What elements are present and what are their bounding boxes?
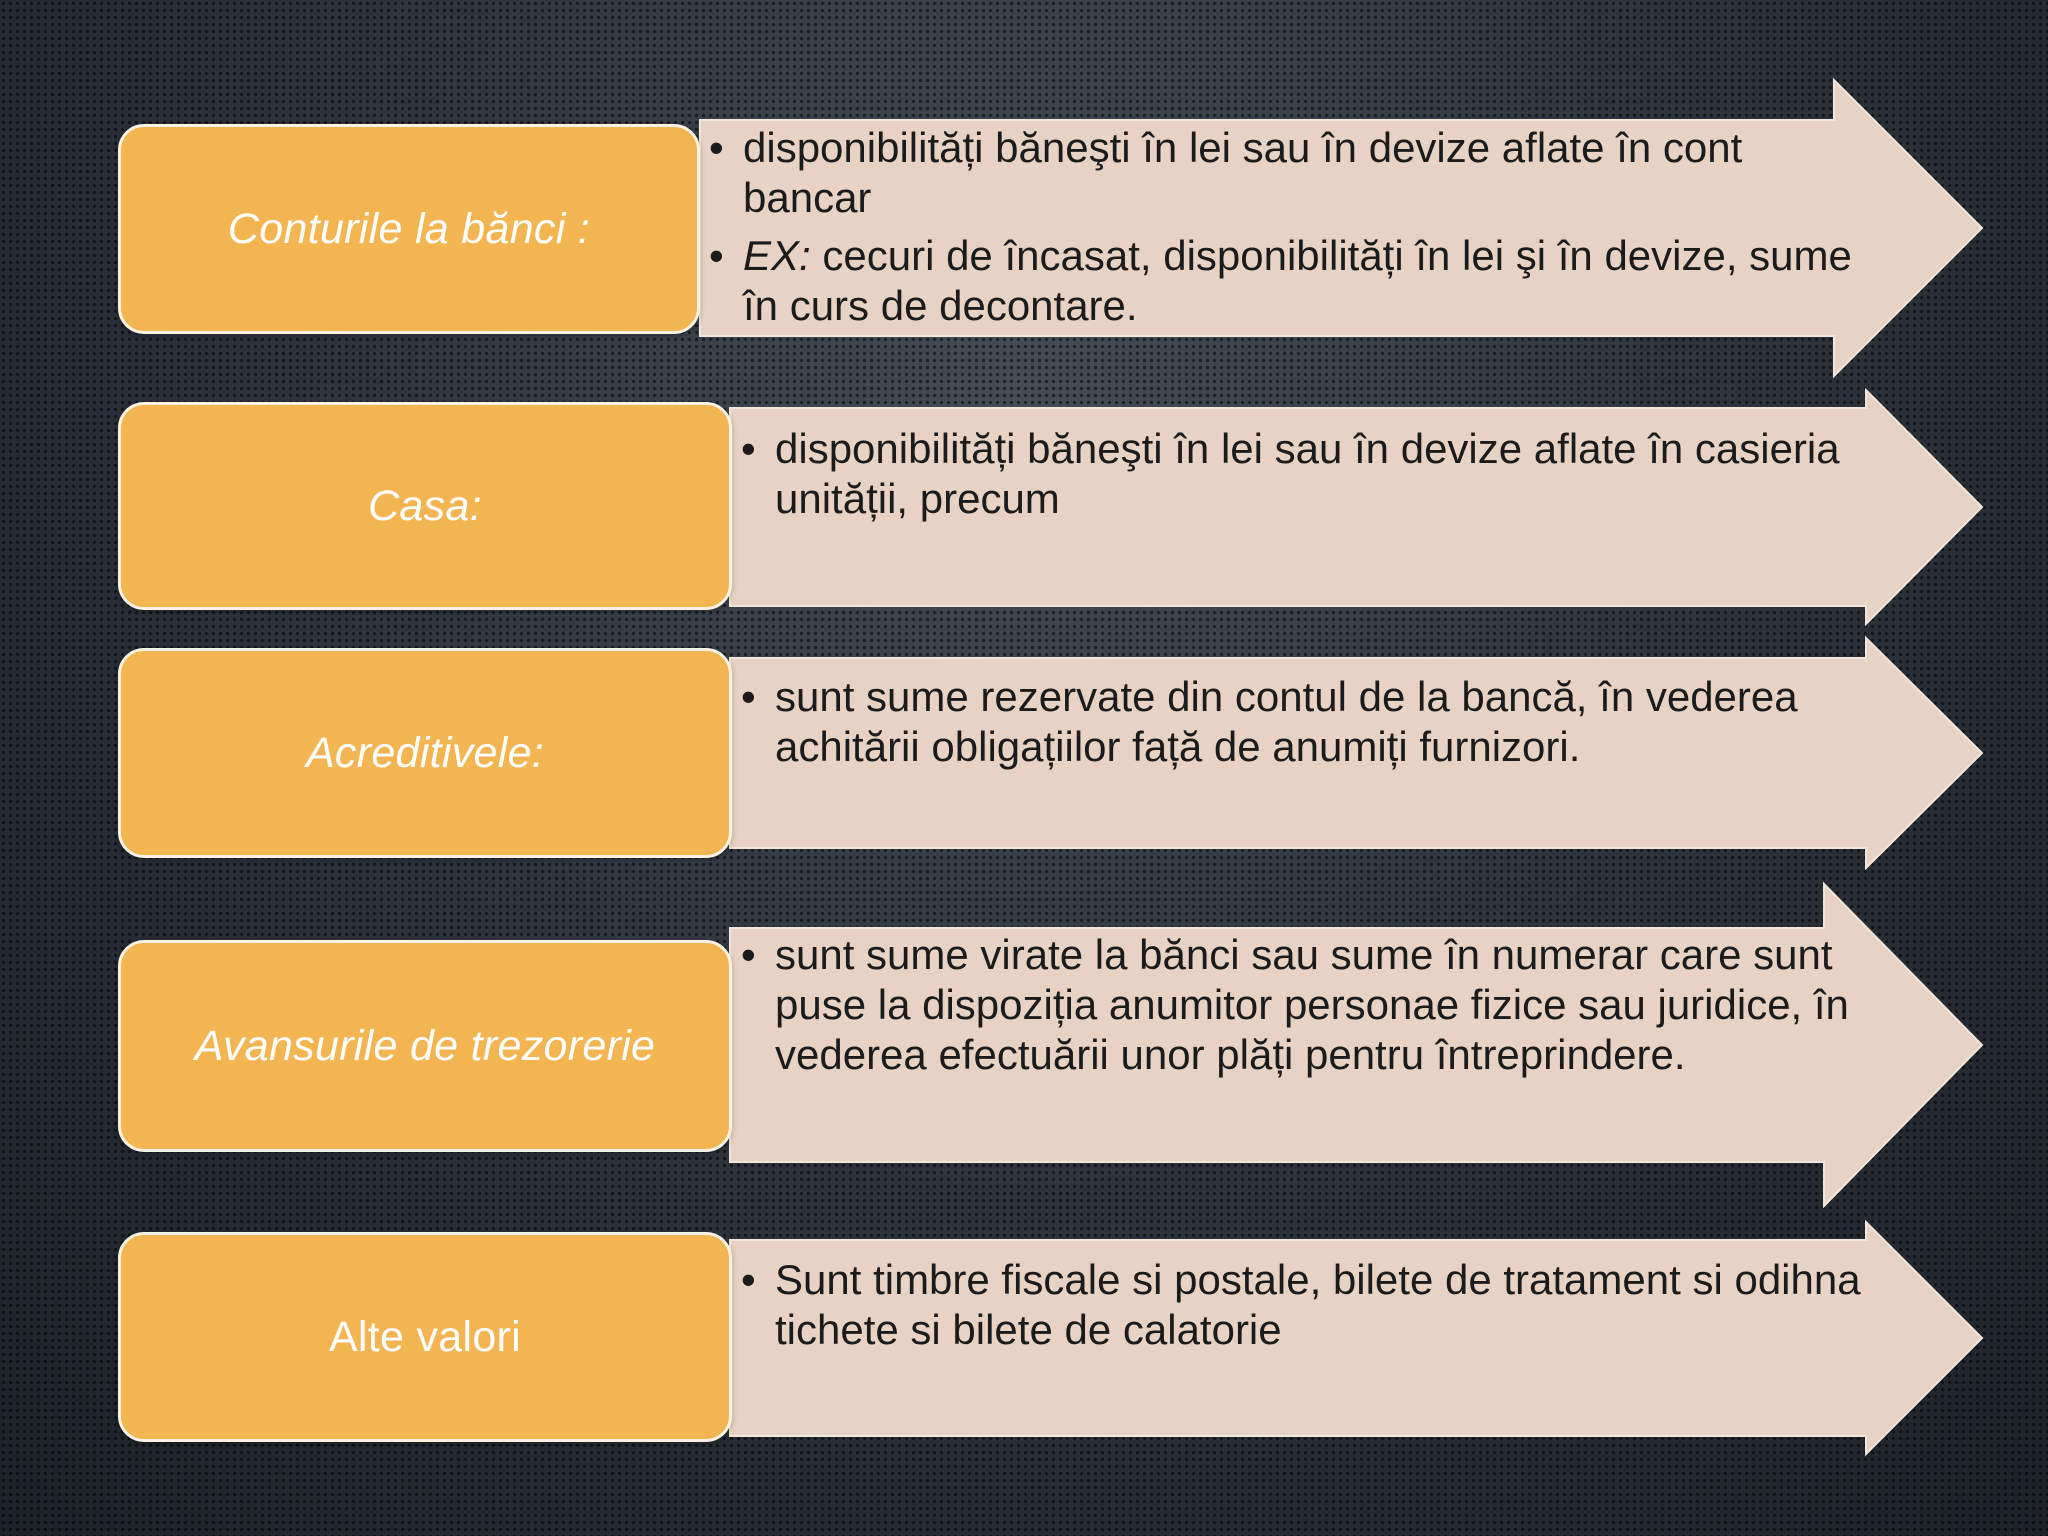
label-text: Conturile la bănci : bbox=[227, 204, 591, 253]
item-text: sunt sume virate la bănci sau sume în numerar care sunt puse la dispoziția anumitor personae fizice sau juridice, în vederea efectuării unor plăți pentru întreprindere. bbox=[775, 931, 1849, 1078]
bullet-icon: • bbox=[741, 1256, 756, 1303]
item-lead: EX: bbox=[743, 232, 811, 279]
label-text: Acreditivele: bbox=[305, 728, 545, 777]
description-item bbox=[735, 424, 1895, 524]
description-item bbox=[735, 672, 1895, 772]
label-box-row-2 bbox=[118, 402, 732, 610]
item-text: cecuri de încasat, disponibilități în lei şi în devize, sume în curs de decontare. bbox=[743, 232, 1852, 329]
bullet-icon: • bbox=[709, 232, 724, 279]
description-list-row-3 bbox=[735, 672, 1895, 772]
item-text: disponibilități băneşti în lei sau în devize aflate în cont bancar bbox=[743, 124, 1743, 221]
description-item bbox=[703, 231, 1873, 331]
label-box-row-4 bbox=[118, 940, 732, 1152]
bullet-icon: • bbox=[741, 673, 756, 720]
label-text: Casa: bbox=[368, 481, 482, 530]
description-list-row-1 bbox=[703, 123, 1873, 331]
description-item bbox=[703, 123, 1873, 223]
bullet-icon: • bbox=[741, 931, 756, 978]
description-list-row-2 bbox=[735, 424, 1895, 524]
description-item bbox=[735, 930, 1870, 1080]
description-list-row-5 bbox=[735, 1255, 1895, 1355]
label-box-row-1 bbox=[118, 124, 700, 334]
label-text: Avansurile de trezorerie bbox=[194, 1021, 656, 1070]
label-text: Alte valori bbox=[328, 1312, 522, 1361]
item-text: disponibilități băneşti în lei sau în devize aflate în casieria unității, precum bbox=[775, 425, 1840, 522]
bullet-icon: • bbox=[741, 425, 756, 472]
label-box-row-5 bbox=[118, 1232, 732, 1442]
description-item bbox=[735, 1255, 1895, 1355]
description-list-row-4 bbox=[735, 930, 1870, 1080]
label-box-row-3 bbox=[118, 648, 732, 858]
item-text: sunt sume rezervate din contul de la bancă, în vederea achitării obligațiilor față de anumiți furnizori. bbox=[775, 673, 1798, 770]
bullet-icon: • bbox=[709, 124, 724, 171]
item-text: Sunt timbre fiscale si postale, bilete de tratament si odihna tichete si bilete de calatorie bbox=[775, 1256, 1861, 1353]
